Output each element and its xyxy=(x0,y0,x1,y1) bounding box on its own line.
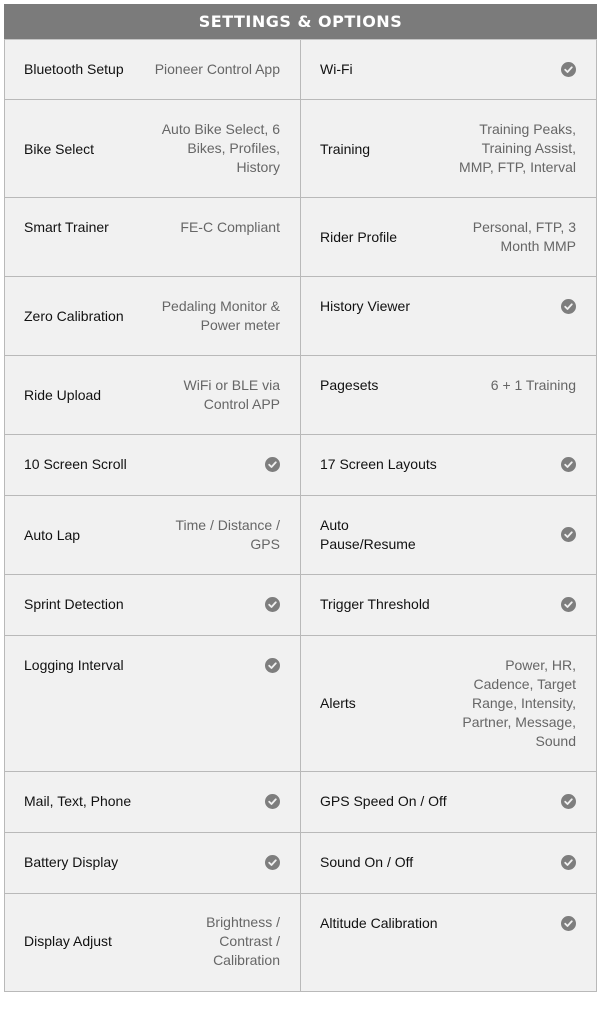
check-icon xyxy=(561,597,576,612)
setting-cell-trigger-threshold xyxy=(301,575,597,635)
setting-label: Display Adjust xyxy=(24,933,112,949)
setting-cell-sprint-detection xyxy=(5,575,301,635)
setting-label: 17 Screen Layouts xyxy=(320,456,437,472)
setting-cell-bluetooth-setup xyxy=(5,40,301,99)
setting-value: Auto Bike Select, 6 Bikes, Profiles, History xyxy=(161,121,280,175)
check-icon xyxy=(265,794,280,809)
setting-cell-auto-lap xyxy=(5,496,301,574)
check-icon xyxy=(561,299,576,314)
setting-cell-10-screen-scroll xyxy=(5,435,301,495)
table-row xyxy=(5,198,597,277)
check-icon xyxy=(561,916,576,931)
table-row xyxy=(5,575,597,636)
setting-cell-mail-text-phone xyxy=(5,772,301,832)
table-row xyxy=(5,772,597,833)
check-icon xyxy=(265,457,280,472)
setting-value: Pedaling Monitor & Power meter xyxy=(161,298,280,333)
setting-cell-sound-on-off xyxy=(301,833,597,893)
table-row xyxy=(5,100,597,198)
setting-value: Training Peaks, Training Assist, MMP, FTP, Interval xyxy=(459,121,576,175)
setting-label: Trigger Threshold xyxy=(320,596,430,612)
setting-label: Zero Calibration xyxy=(24,308,124,324)
setting-label: Smart Trainer xyxy=(24,219,109,235)
setting-cell-altitude-calibration xyxy=(301,894,597,991)
setting-label: Ride Upload xyxy=(24,387,102,403)
setting-label: Wi-Fi xyxy=(320,61,353,77)
setting-label: Battery Display xyxy=(24,854,119,870)
check-icon xyxy=(265,855,280,870)
setting-label: Bike Select xyxy=(24,141,95,157)
setting-value: Pioneer Control App xyxy=(154,61,280,77)
setting-value: 6 + 1 Training xyxy=(490,377,576,393)
settings-panel xyxy=(4,4,597,992)
table-row xyxy=(5,277,597,356)
setting-label: Training xyxy=(320,141,371,157)
setting-value: Time / Distance / GPS xyxy=(175,517,280,552)
setting-label: Altitude Calibration xyxy=(320,915,438,931)
setting-value: FE-C Compliant xyxy=(180,219,280,235)
table-row xyxy=(5,833,597,894)
setting-cell-wi-fi xyxy=(301,40,597,99)
setting-label: Mail, Text, Phone xyxy=(24,793,132,809)
setting-value: Personal, FTP, 3 Month MMP xyxy=(472,219,576,254)
setting-cell-ride-upload xyxy=(5,356,301,434)
check-icon xyxy=(561,527,576,542)
check-icon xyxy=(265,658,280,673)
setting-cell-smart-trainer xyxy=(5,198,301,276)
setting-label: History Viewer xyxy=(320,298,410,314)
setting-value: Power, HR, Cadence, Target Range, Intensity, Partner, Message, Sound xyxy=(462,657,576,749)
check-icon xyxy=(561,457,576,472)
table-row xyxy=(5,40,597,100)
check-icon xyxy=(561,62,576,77)
setting-label: Auto Lap xyxy=(24,527,81,543)
setting-label: Bluetooth Setup xyxy=(24,61,124,77)
setting-label: Auto Pause/Resume xyxy=(320,517,416,552)
setting-cell-zero-calibration xyxy=(5,277,301,355)
setting-cell-bike-select xyxy=(5,100,301,197)
setting-cell-logging-interval xyxy=(5,636,301,771)
setting-value: Brightness / Contrast / Calibration xyxy=(206,914,280,968)
settings-table xyxy=(4,39,597,992)
setting-label: GPS Speed On / Off xyxy=(320,793,447,809)
setting-label: Sound On / Off xyxy=(320,854,414,870)
table-row xyxy=(5,356,597,435)
table-row xyxy=(5,435,597,496)
setting-label: 10 Screen Scroll xyxy=(24,456,127,472)
setting-cell-battery-display xyxy=(5,833,301,893)
setting-label: Logging Interval xyxy=(24,657,124,673)
setting-value: WiFi or BLE via Control APP xyxy=(183,377,280,412)
setting-label: Alerts xyxy=(320,695,356,711)
setting-cell-display-adjust xyxy=(5,894,301,991)
setting-cell-pagesets xyxy=(301,356,597,434)
setting-label: Pagesets xyxy=(320,377,379,393)
setting-cell-training xyxy=(301,100,597,197)
table-row xyxy=(5,636,597,772)
setting-cell-17-screen-layouts xyxy=(301,435,597,495)
setting-label: Sprint Detection xyxy=(24,596,124,612)
setting-cell-alerts xyxy=(301,636,597,771)
check-icon xyxy=(561,855,576,870)
check-icon xyxy=(561,794,576,809)
setting-label: Rider Profile xyxy=(320,229,398,245)
panel-title: SETTINGS & OPTIONS xyxy=(4,4,597,39)
setting-cell-auto-pause-resume xyxy=(301,496,597,574)
setting-cell-rider-profile xyxy=(301,198,597,276)
table-row xyxy=(5,894,597,992)
setting-cell-history-viewer xyxy=(301,277,597,355)
table-row xyxy=(5,496,597,575)
setting-cell-gps-speed-on-off xyxy=(301,772,597,832)
check-icon xyxy=(265,597,280,612)
